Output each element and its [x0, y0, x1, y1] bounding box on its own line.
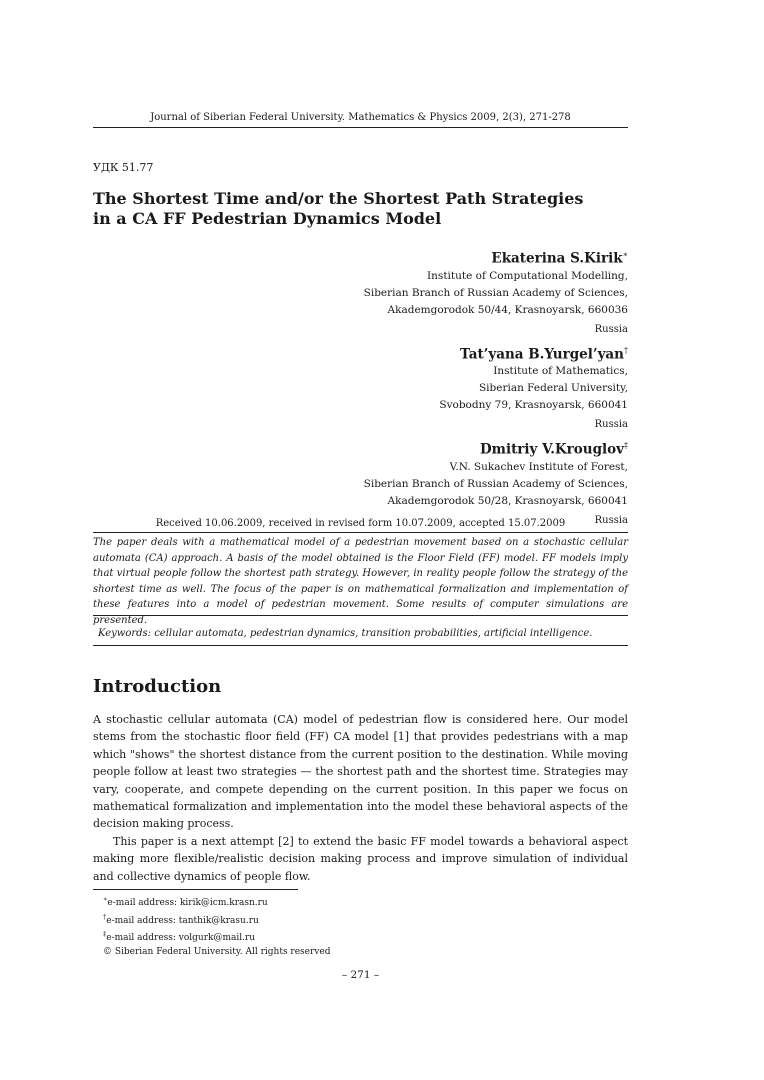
- author-block: [93, 246, 628, 533]
- country: Russia: [594, 419, 628, 430]
- copyright: © Siberian Federal University. All rights reserved: [103, 946, 331, 957]
- author-2: [93, 342, 628, 434]
- author-mark: ∗: [622, 250, 628, 259]
- section-body: [93, 711, 628, 885]
- section-heading: Introduction: [93, 676, 222, 697]
- author-3: [93, 437, 628, 529]
- paragraph: This paper is a next attempt [2] to extend the basic FF model towards a behavioral aspect making more flexible/realistic decision making process and improve simulation of individual and collective dynamics of people flow.: [93, 834, 628, 883]
- page-number: – 271 –: [341, 969, 380, 981]
- footnote: †e-mail address: tanthik@krasu.ru: [103, 912, 259, 926]
- affiliation-line: Siberian Branch of Russian Academy of Sciences,: [363, 477, 628, 490]
- affiliation-line: V.N. Sukachev Institute of Forest,: [449, 460, 628, 473]
- keywords: Keywords: cellular automata, pedestrian dynamics, transition probabilities, artificial intelligence.: [98, 628, 593, 639]
- paper-title: [93, 189, 628, 229]
- footnote-rule: [93, 889, 298, 890]
- affiliation-line: Svobodny 79, Krasnoyarsk, 660041: [439, 399, 628, 411]
- title-line-2: in a CA FF Pedestrian Dynamics Model: [93, 209, 442, 228]
- paragraph: A stochastic cellular automata (CA) model of pedestrian flow is considered here. Our model stems from the stochastic floor field (FF) CA model [1] that provides pedestrians with a map which "shows" the shortest distance from the current position to the destination. While moving people follow at least two strategies — the shortest path and the shortest time. Strategies may vary, cooperate, and compete depending on the current position. In this paper we focus on mathematical formalization and implementation into the model these behavioral aspects of the decision making process.: [93, 713, 628, 831]
- author-1: [93, 246, 628, 338]
- title-line-1: The Shortest Time and/or the Shortest Path Strategies: [93, 189, 584, 208]
- affiliation-line: Akademgorodok 50/28, Krasnoyarsk, 660041: [387, 494, 628, 507]
- affiliation-line: Siberian Branch of Russian Academy of Sciences,: [363, 286, 628, 299]
- affiliation-line: Siberian Federal University,: [478, 382, 628, 394]
- udk-code: УДК 51.77: [93, 161, 154, 174]
- received-dates: Received 10.06.2009, received in revised form 10.07.2009, accepted 15.07.2009: [155, 518, 566, 529]
- affiliation-line: Institute of Computational Modelling,: [427, 269, 628, 282]
- author-name: Dmitriy V.Krouglov: [479, 441, 624, 458]
- country: Russia: [594, 514, 628, 526]
- author-name: Ekaterina S.Kirik: [491, 250, 623, 267]
- country: Russia: [594, 323, 628, 335]
- author-mark: ‡: [624, 441, 628, 450]
- abstract: The paper deals with a mathematical model of a pedestrian movement based on a stochastic cellular automata (CA) approach. A basis of the model obtained is the Floor Field (FF) model. FF models imply that virtual people follow the shortest path strategy. However, in reality people follow the strategy of the shortest time as well. The focus of the paper is on mathematical formalization and implementation of these features into a model of pedestrian movement. Some results of computer simulations are presented.: [93, 537, 628, 626]
- affiliation-line: Institute of Mathematics,: [493, 365, 628, 377]
- author-name: Tat’yana B.Yurgel’yan: [459, 346, 624, 362]
- footnotes: [103, 893, 330, 959]
- footnote: ∗e-mail address: kirik@icm.krasn.ru: [103, 895, 268, 908]
- abstract-bottom-rule: [93, 615, 628, 616]
- journal-header: Journal of Siberian Federal University. Mathematics & Physics 2009, 2(3), 271-278: [150, 112, 571, 123]
- abstract-top-rule: [93, 532, 628, 533]
- affiliation-line: Akademgorodok 50/44, Krasnoyarsk, 660036: [387, 303, 628, 316]
- author-mark: †: [624, 345, 628, 355]
- header-rule: [93, 127, 628, 128]
- footnote: ‡e-mail address: volgurk@mail.ru: [103, 930, 256, 943]
- keywords-rule: [93, 645, 628, 646]
